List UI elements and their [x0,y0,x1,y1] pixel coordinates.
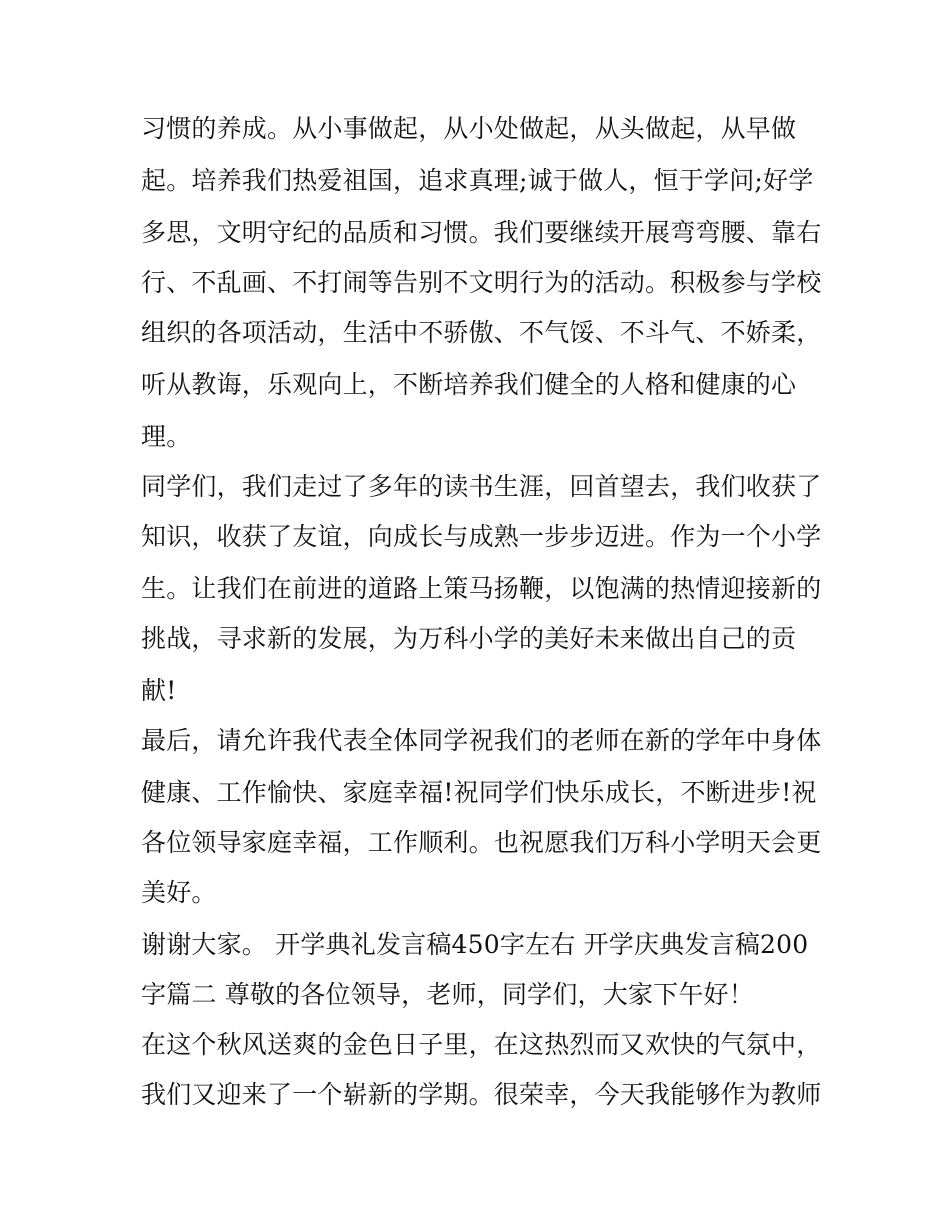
text-line: 字篇二 尊敬的各位领导，老师，同学们，大家下午好！ [141,980,754,1009]
text-line: 行、不乱画、不打闹等告别不文明行为的活动。积极参与学校 [141,268,822,297]
text-line: 知识，收获了友谊，向成长与成熟一步步迈进。作为一个小学 [141,522,822,551]
text-line: 我们又迎来了一个崭新的学期。很荣幸，今天我能够作为教师 [141,1080,822,1109]
text-line: 组织的各项活动，生活中不骄傲、不气馁、不斗气、不娇柔， [141,318,822,347]
text-line: 同学们，我们走过了多年的读书生涯，回首望去，我们收获了 [141,472,822,501]
text-line: 生。让我们在前进的道路上策马扬鞭，以饱满的热情迎接新的 [141,574,822,603]
text-line: 起。培养我们热爱祖国，追求真理;诚于做人，恒于学问;好学 [141,166,814,195]
text-line: 挑战，寻求新的发展，为万科小学的美好未来做出自己的贡 [141,624,797,653]
text-line: 美好。 [141,878,217,907]
text-line: 谢谢大家。 开学典礼发言稿450字左右 开学庆典发言稿200 [141,930,809,959]
text-line: 习惯的养成。从小事做起，从小处做起，从头做起，从早做 [141,114,797,143]
text-line: 多思，文明守纪的品质和习惯。我们要继续开展弯弯腰、靠右 [141,218,822,247]
text-line: 听从教诲，乐观向上，不断培养我们健全的人格和健康的心 [141,370,797,399]
text-line: 最后，请允许我代表全体同学祝我们的老师在新的学年中身体 [141,726,822,755]
text-line: 献! [141,676,177,705]
text-line: 健康、工作愉快、家庭幸福!祝同学们快乐成长，不断进步!祝 [141,778,817,807]
text-line: 各位领导家庭幸福，工作顺利。也祝愿我们万科小学明天会更 [141,828,822,857]
text-line: 在这个秋风送爽的金色日子里，在这热烈而又欢快的气氛中， [141,1030,822,1059]
text-line: 理。 [141,422,192,451]
